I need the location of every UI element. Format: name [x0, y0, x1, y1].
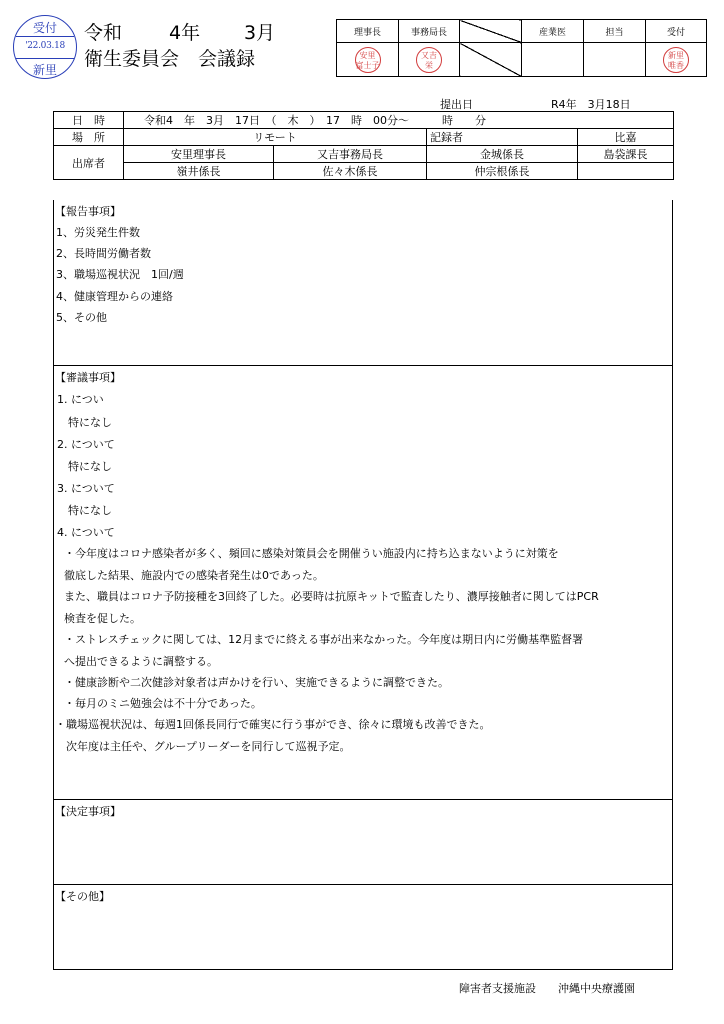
submission-date: R4年 3月18日 [551, 98, 631, 111]
approval-seal-doctor-cell [522, 43, 584, 77]
stamp-date: '22.03.18 [25, 41, 65, 51]
approval-seal-chairman-cell [337, 43, 399, 77]
place-label: 場 所 [54, 129, 124, 146]
attendee-empty [578, 163, 674, 180]
deliberation-line: 徹底した結果、施設内での感染者発生は0であった。 [64, 569, 324, 582]
approval-table [336, 19, 707, 77]
datetime-label: 日 時 [54, 112, 124, 129]
deliberation-line: 特になし [57, 460, 112, 473]
approval-seal-staff-cell [584, 43, 646, 77]
meeting-info-table [53, 111, 674, 180]
attendee: 金城係長 [427, 146, 578, 163]
deliberation-line: また、職員はコロナ予防接種を3回終了した。必要時は抗原キットで監査したり、濃厚接触者に関してはPCR [64, 590, 599, 603]
approval-header-blank [460, 20, 522, 43]
other-title: 【その他】 [55, 890, 110, 903]
seal-reception: 新里 唯香 [663, 47, 689, 73]
approval-header-doctor: 産業医 [522, 20, 584, 43]
facility-name: 沖縄中央療護園 [558, 982, 635, 995]
attendees-label: 出席者 [54, 146, 124, 180]
attendee: 安里理事長 [124, 146, 274, 163]
approval-header-director: 事務局長 [399, 20, 460, 43]
approval-seal-blank [460, 43, 522, 77]
title-era: 令和 [84, 22, 123, 44]
document-title [84, 44, 255, 71]
approval-header-chairman: 理事長 [337, 20, 399, 43]
report-section [53, 200, 673, 366]
deliberation-line: 次年度は主任や、グループリーダーを同行して巡視予定。 [66, 740, 351, 753]
deliberation-line: 4. について [57, 526, 115, 539]
decision-title: 【決定事項】 [55, 805, 121, 818]
recorder-label: 記録者 [427, 129, 578, 146]
approval-seal-director-cell [399, 43, 460, 77]
recorder-value: 比嘉 [578, 129, 674, 146]
deliberation-line: ・健康診断や二次健診対象者は声かけを行い、実施できるように調整できた。 [64, 676, 449, 689]
deliberation-title: 【審議事項】 [55, 371, 121, 384]
title-year: 4年 [169, 22, 201, 44]
deliberation-line: 2. について [57, 438, 115, 451]
deliberation-line: 検査を促した。 [64, 612, 141, 625]
seal-chairman: 安里 富士子 [355, 47, 381, 73]
attendee: 仲宗根係長 [427, 163, 578, 180]
approval-header-reception: 受付 [646, 20, 707, 43]
attendee: 又吉事務局長 [274, 146, 427, 163]
deliberation-line: 特になし [57, 504, 112, 517]
report-item: 4、健康管理からの連絡 [56, 290, 173, 303]
report-item: 3、職場巡視状況 1回/週 [56, 268, 184, 281]
deliberation-line: ・今年度はコロナ感染者が多く、頻回に感染対策員会を開催うい施設内に持ち込まないように対策を [64, 547, 559, 560]
decision-section [53, 800, 673, 885]
place-value: リモート [124, 129, 427, 146]
deliberation-line: へ提出できるように調整する。 [64, 655, 218, 668]
title-month: 3月 [244, 22, 276, 44]
approval-header-staff: 担当 [584, 20, 646, 43]
datetime-value: 令和4 年 3月 17日 （ 木 ） 17 時 00分～ 時 分 [124, 112, 674, 129]
report-item: 1、労災発生件数 [56, 226, 140, 239]
other-section [53, 885, 673, 970]
report-title: 【報告事項】 [55, 205, 121, 218]
facility-type: 障害者支援施設 [459, 982, 536, 995]
stamp-label: 受付 [32, 21, 57, 35]
deliberation-line: 3. について [57, 482, 115, 495]
approval-seal-reception-cell [646, 43, 707, 77]
title-doc: 会議録 [198, 48, 256, 70]
seal-director: 又吉 栄 [416, 47, 442, 73]
title-committee: 衛生委員会 [84, 48, 180, 70]
footer-facility [459, 980, 635, 996]
deliberation-line: ・ストレスチェックに関しては、12月までに終える事が出来なかった。今年度は期日内に労働基準監督署 [64, 633, 584, 646]
deliberation-section [53, 366, 673, 800]
submission-label: 提出日 [440, 98, 473, 111]
attendee: 島袋課長 [578, 146, 674, 163]
stamp-name: 新里 [32, 63, 57, 77]
deliberation-line: ・毎月のミニ勉強会は不十分であった。 [64, 697, 262, 710]
reception-stamp [13, 15, 77, 79]
deliberation-line: 特になし [57, 416, 112, 429]
report-item: 2、長時間労働者数 [56, 247, 151, 260]
attendee: 嶺井係長 [124, 163, 274, 180]
deliberation-line: ・職場巡視状況は、毎週1回係長同行で確実に行う事ができ、徐々に環境も改善できた。 [55, 718, 491, 731]
attendee: 佐々木係長 [274, 163, 427, 180]
report-item: 5、その他 [56, 311, 107, 324]
deliberation-line: 1. につい [57, 393, 104, 406]
